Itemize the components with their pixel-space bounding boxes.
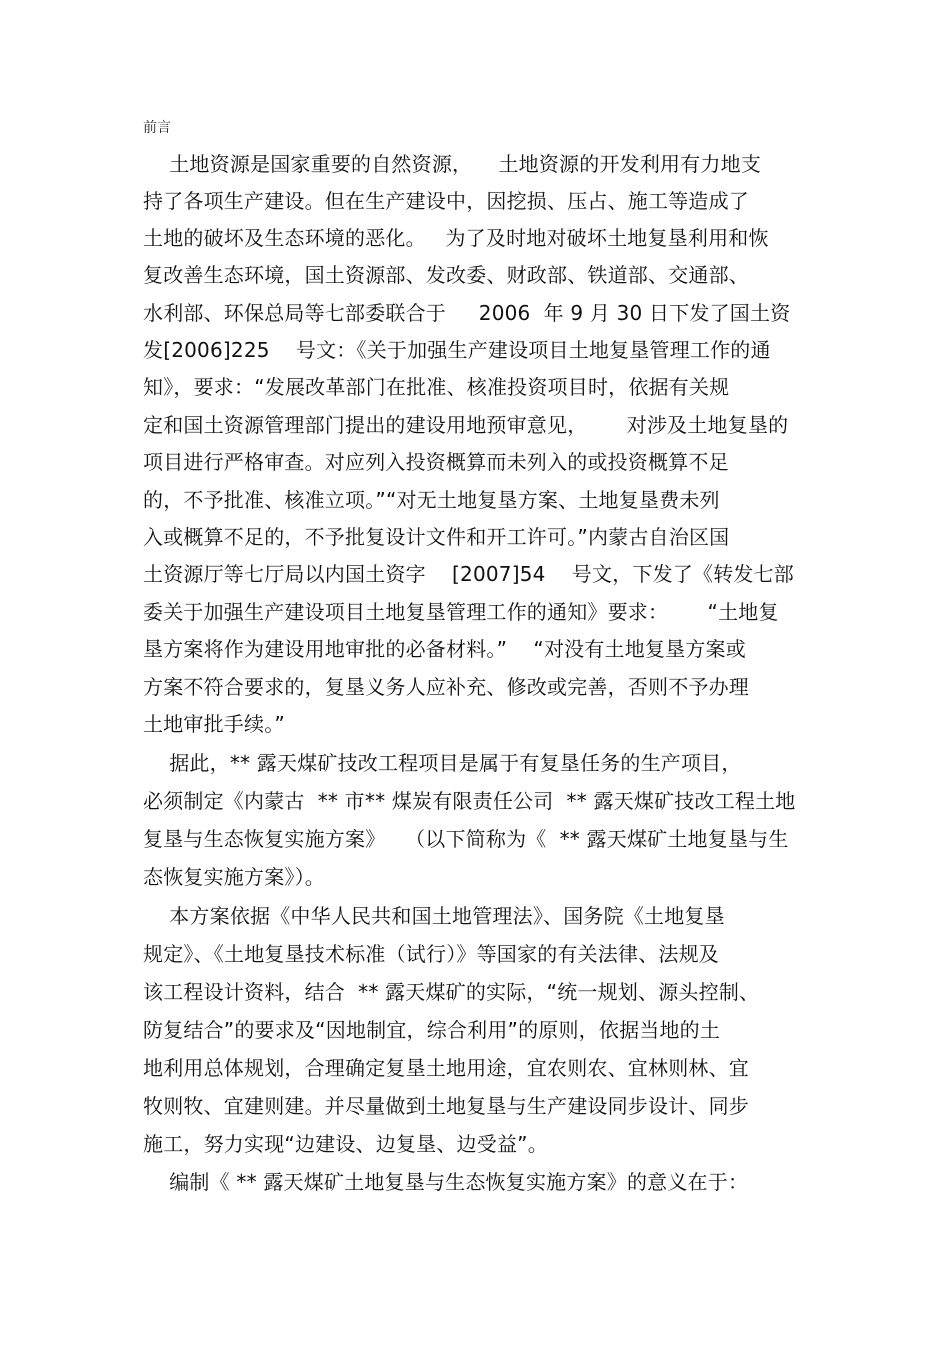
text-line: 复垦与生态恢复实施方案》 （以下简称为《 ** 露天煤矿土地复垦与生 (143, 827, 789, 851)
text-line: 方案不符合要求的，复垦义务人应补充、修改或完善，否则不予办理 (143, 675, 749, 699)
text-line: 防复结合”的要求及“因地制宜，综合利用”的原则，依据当地的土 (143, 1018, 721, 1042)
text-line: 垦方案将作为建设用地审批的必备材料。” “对没有土地复垦方案或 (143, 637, 746, 661)
text-line: 态恢复实施方案》）。 (143, 865, 325, 889)
text-line: 必须制定《内蒙古 ** 市** 煤炭有限责任公司 ** 露天煤矿技改工程土地 (143, 789, 796, 813)
text-line: 编制《 ** 露天煤矿土地复垦与生态恢复实施方案》的意义在于： (143, 1170, 749, 1194)
text-line: 土资源厅等七厅局以内国土资字 [2007]54 号文，下发了《转发七部 (143, 562, 795, 586)
text-line: 地利用总体规划，合理确定复垦土地用途，宜农则农、宜林则林、宜 (143, 1056, 749, 1080)
text-line: 入或概算不足的，不予批复设计文件和开工许可。”内蒙古自治区国 (143, 525, 730, 549)
text-line: 施工，努力实现“边建设、边复垦、边受益”。 (143, 1132, 548, 1156)
text-line: 该工程设计资料，结合 ** 露天煤矿的实际，“统一规划、源头控制、 (143, 980, 760, 1004)
text-line: 持了各项生产建设。但在生产建设中，因挖损、压占、施工等造成了 (143, 189, 749, 213)
text-line: 土地资源是国家重要的自然资源， 土地资源的开发利用有力地支 (143, 152, 762, 176)
text-line: 水利部、环保总局等七部委联合于 2006 年 9 月 30 日下发了国土资 (143, 301, 791, 325)
page-heading: 前言 (143, 120, 171, 136)
text-line: 委关于加强生产建设项目土地复垦管理工作的通知》要求： “土地复 (143, 600, 779, 624)
text-line: 土地的破坏及生态环境的恶化。 为了及时地对破坏土地复垦利用和恢 (143, 226, 769, 250)
text-line: 土地审批手续。” (143, 712, 285, 736)
text-line: 项目进行严格审查。对应列入投资概算而未列入的或投资概算不足 (143, 450, 729, 474)
text-line: 牧则牧、宜建则建。并尽量做到土地复垦与生产建设同步设计、同步 (143, 1094, 749, 1118)
text-line: 规定》、《土地复垦技术标准（试行）》等国家的有关法律、法规及 (143, 942, 719, 966)
text-line: 据此，** 露天煤矿技改工程项目是属于有复垦任务的生产项目， (143, 751, 742, 775)
text-line: 发[2006]225 号文：《关于加强生产建设项目土地复垦管理工作的通 (143, 338, 771, 362)
text-line: 的，不予批准、核准立项。”“对无土地复垦方案、土地复垦费未列 (143, 488, 720, 512)
text-line: 知》，要求：“发展改革部门在批准、核准投资项目时，依据有关规 (143, 375, 730, 399)
text-line: 定和国土资源管理部门提出的建设用地预审意见， 对涉及土地复垦的 (143, 413, 789, 437)
text-line: 复改善生态环境，国土资源部、发改委、财政部、铁道部、交通部、 (143, 263, 749, 287)
text-line: 本方案依据《中华人民共和国土地管理法》、国务院《土地复垦 (143, 904, 725, 928)
